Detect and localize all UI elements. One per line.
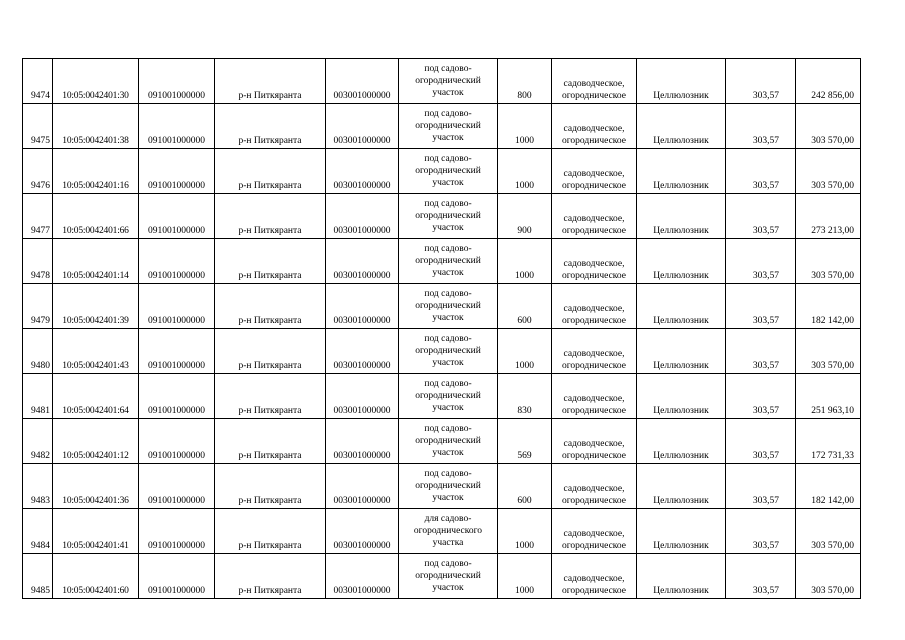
okato-code-cell: 091001000000 [139, 239, 215, 284]
permitted-use-line: участок [432, 448, 464, 458]
cadastral-number-cell: 10:05:0042401:12 [53, 419, 139, 464]
row-number-cell: 9480 [23, 329, 53, 374]
owner-cell: Целлюлозник [637, 509, 726, 554]
okato-code-cell: 091001000000 [139, 419, 215, 464]
permitted-use-line: под садово- [424, 469, 472, 479]
rate-cell: 303,57 [726, 104, 796, 149]
permitted-use-cell [399, 374, 498, 419]
owner-cell: Целлюлозник [637, 284, 726, 329]
row-number-cell: 9476 [23, 149, 53, 194]
permitted-use-cell [399, 104, 498, 149]
permitted-use-line: под садово- [424, 244, 472, 254]
permitted-use-cell [399, 329, 498, 374]
cadastral-value-cell: 172 731,33 [796, 419, 861, 464]
row-number-cell: 9485 [23, 554, 53, 599]
area-cell: 800 [498, 59, 552, 104]
table-row [23, 59, 861, 104]
okato-code-cell: 091001000000 [139, 104, 215, 149]
location-cell: р-н Питкяранта [215, 329, 326, 374]
row-number-cell: 9479 [23, 284, 53, 329]
cadastral-number-cell: 10:05:0042401:41 [53, 509, 139, 554]
permitted-use-line: участок [432, 403, 464, 413]
permitted-use-line: огороднический [415, 346, 481, 356]
permitted-use-cell [399, 509, 498, 554]
table-body [23, 59, 861, 599]
permitted-use-line: огороднический [415, 121, 481, 131]
row-number-cell: 9474 [23, 59, 53, 104]
owner-cell: Целлюлозник [637, 239, 726, 284]
okato-code-cell: 091001000000 [139, 464, 215, 509]
cadastral-value-cell: 242 856,00 [796, 59, 861, 104]
category-line: огородническое [561, 271, 627, 281]
category-line: садоводческое, [563, 169, 625, 179]
permitted-use-line: участок [432, 358, 464, 368]
cadastral-number-cell: 10:05:0042401:64 [53, 374, 139, 419]
area-cell: 1000 [498, 239, 552, 284]
owner-cell: Целлюлозник [637, 194, 726, 239]
permitted-use-line: участка [432, 538, 464, 548]
category-cell [552, 419, 637, 464]
purpose-code-cell: 003001000000 [326, 554, 399, 599]
row-number-cell: 9482 [23, 419, 53, 464]
category-line: садоводческое, [563, 349, 625, 359]
category-line: огородническое [561, 541, 627, 551]
owner-cell: Целлюлозник [637, 149, 726, 194]
land-plots-table [22, 58, 861, 599]
row-number-cell: 9484 [23, 509, 53, 554]
category-line: садоводческое, [563, 574, 625, 584]
category-line: огородническое [561, 451, 627, 461]
category-line: огородническое [561, 361, 627, 371]
permitted-use-line: участок [432, 268, 464, 278]
cadastral-number-cell: 10:05:0042401:43 [53, 329, 139, 374]
permitted-use-line: огороднический [415, 211, 481, 221]
cadastral-value-cell: 182 142,00 [796, 464, 861, 509]
area-cell: 900 [498, 194, 552, 239]
table-row [23, 194, 861, 239]
table-row [23, 239, 861, 284]
purpose-code-cell: 003001000000 [326, 194, 399, 239]
location-cell: р-н Питкяранта [215, 419, 326, 464]
okato-code-cell: 091001000000 [139, 554, 215, 599]
location-cell: р-н Питкяранта [215, 284, 326, 329]
permitted-use-cell [399, 59, 498, 104]
cadastral-number-cell: 10:05:0042401:14 [53, 239, 139, 284]
rate-cell: 303,57 [726, 374, 796, 419]
cadastral-number-cell: 10:05:0042401:16 [53, 149, 139, 194]
permitted-use-line: под садово- [424, 289, 472, 299]
permitted-use-line: под садово- [424, 64, 472, 74]
rate-cell: 303,57 [726, 239, 796, 284]
category-cell [552, 554, 637, 599]
table-row [23, 104, 861, 149]
cadastral-value-cell: 251 963,10 [796, 374, 861, 419]
permitted-use-line: огороднический [415, 301, 481, 311]
permitted-use-line: под садово- [424, 154, 472, 164]
category-line: садоводческое, [563, 304, 625, 314]
permitted-use-line: участок [432, 178, 464, 188]
rate-cell: 303,57 [726, 419, 796, 464]
location-cell: р-н Питкяранта [215, 464, 326, 509]
purpose-code-cell: 003001000000 [326, 464, 399, 509]
category-line: садоводческое, [563, 529, 625, 539]
category-cell [552, 329, 637, 374]
area-cell: 1000 [498, 149, 552, 194]
permitted-use-line: огороднического [413, 526, 483, 536]
category-line: огородническое [561, 316, 627, 326]
cadastral-value-cell: 303 570,00 [796, 329, 861, 374]
rate-cell: 303,57 [726, 509, 796, 554]
location-cell: р-н Питкяранта [215, 104, 326, 149]
permitted-use-cell [399, 239, 498, 284]
okato-code-cell: 091001000000 [139, 284, 215, 329]
table-row [23, 374, 861, 419]
owner-cell: Целлюлозник [637, 329, 726, 374]
location-cell: р-н Питкяранта [215, 239, 326, 284]
permitted-use-line: под садово- [424, 424, 472, 434]
cadastral-number-cell: 10:05:0042401:38 [53, 104, 139, 149]
owner-cell: Целлюлозник [637, 419, 726, 464]
category-line: огородническое [561, 181, 627, 191]
category-line: садоводческое, [563, 439, 625, 449]
row-number-cell: 9483 [23, 464, 53, 509]
category-line: садоводческое, [563, 259, 625, 269]
table-row [23, 419, 861, 464]
table-row [23, 329, 861, 374]
cadastral-value-cell: 303 570,00 [796, 104, 861, 149]
purpose-code-cell: 003001000000 [326, 509, 399, 554]
rate-cell: 303,57 [726, 59, 796, 104]
category-cell [552, 284, 637, 329]
permitted-use-cell [399, 149, 498, 194]
rate-cell: 303,57 [726, 194, 796, 239]
permitted-use-line: огороднический [415, 76, 481, 86]
table-row [23, 464, 861, 509]
location-cell: р-н Питкяранта [215, 149, 326, 194]
cadastral-number-cell: 10:05:0042401:39 [53, 284, 139, 329]
permitted-use-line: участок [432, 133, 464, 143]
okato-code-cell: 091001000000 [139, 374, 215, 419]
category-cell [552, 104, 637, 149]
permitted-use-cell [399, 464, 498, 509]
location-cell: р-н Питкяранта [215, 374, 326, 419]
purpose-code-cell: 003001000000 [326, 104, 399, 149]
rate-cell: 303,57 [726, 149, 796, 194]
owner-cell: Целлюлозник [637, 554, 726, 599]
cadastral-value-cell: 303 570,00 [796, 149, 861, 194]
owner-cell: Целлюлозник [637, 374, 726, 419]
area-cell: 1000 [498, 554, 552, 599]
rate-cell: 303,57 [726, 554, 796, 599]
area-cell: 1000 [498, 509, 552, 554]
category-line: садоводческое, [563, 484, 625, 494]
location-cell: р-н Питкяранта [215, 554, 326, 599]
permitted-use-line: участок [432, 493, 464, 503]
cadastral-value-cell: 182 142,00 [796, 284, 861, 329]
permitted-use-line: участок [432, 223, 464, 233]
cadastral-value-cell: 273 213,00 [796, 194, 861, 239]
permitted-use-line: под садово- [424, 199, 472, 209]
category-line: садоводческое, [563, 79, 625, 89]
area-cell: 1000 [498, 329, 552, 374]
permitted-use-line: под садово- [424, 109, 472, 119]
purpose-code-cell: 003001000000 [326, 419, 399, 464]
permitted-use-cell [399, 419, 498, 464]
category-line: садоводческое, [563, 214, 625, 224]
permitted-use-line: для садово- [424, 514, 472, 524]
category-cell [552, 59, 637, 104]
cadastral-number-cell: 10:05:0042401:36 [53, 464, 139, 509]
permitted-use-line: под садово- [424, 379, 472, 389]
location-cell: р-н Питкяранта [215, 509, 326, 554]
rate-cell: 303,57 [726, 464, 796, 509]
cadastral-value-cell: 303 570,00 [796, 509, 861, 554]
permitted-use-line: огороднический [415, 391, 481, 401]
permitted-use-line: огороднический [415, 256, 481, 266]
cadastral-number-cell: 10:05:0042401:60 [53, 554, 139, 599]
permitted-use-line: огороднический [415, 436, 481, 446]
okato-code-cell: 091001000000 [139, 59, 215, 104]
cadastral-value-cell: 303 570,00 [796, 554, 861, 599]
permitted-use-line: участок [432, 313, 464, 323]
table-row [23, 149, 861, 194]
purpose-code-cell: 003001000000 [326, 149, 399, 194]
category-line: огородническое [561, 406, 627, 416]
category-cell [552, 374, 637, 419]
owner-cell: Целлюлозник [637, 59, 726, 104]
purpose-code-cell: 003001000000 [326, 329, 399, 374]
okato-code-cell: 091001000000 [139, 509, 215, 554]
category-cell [552, 239, 637, 284]
area-cell: 1000 [498, 104, 552, 149]
permitted-use-line: участок [432, 583, 464, 593]
area-cell: 569 [498, 419, 552, 464]
category-line: огородническое [561, 496, 627, 506]
permitted-use-line: огороднический [415, 166, 481, 176]
permitted-use-line: огороднический [415, 481, 481, 491]
category-cell [552, 194, 637, 239]
table-row [23, 284, 861, 329]
rate-cell: 303,57 [726, 284, 796, 329]
owner-cell: Целлюлозник [637, 104, 726, 149]
rate-cell: 303,57 [726, 329, 796, 374]
category-line: огородническое [561, 586, 627, 596]
location-cell: р-н Питкяранта [215, 194, 326, 239]
area-cell: 600 [498, 284, 552, 329]
row-number-cell: 9481 [23, 374, 53, 419]
location-cell: р-н Питкяранта [215, 59, 326, 104]
okato-code-cell: 091001000000 [139, 329, 215, 374]
okato-code-cell: 091001000000 [139, 194, 215, 239]
category-line: огородническое [561, 226, 627, 236]
row-number-cell: 9478 [23, 239, 53, 284]
category-line: огородническое [561, 136, 627, 146]
cadastral-number-cell: 10:05:0042401:66 [53, 194, 139, 239]
owner-cell: Целлюлозник [637, 464, 726, 509]
row-number-cell: 9477 [23, 194, 53, 239]
category-cell [552, 149, 637, 194]
permitted-use-cell [399, 554, 498, 599]
cadastral-number-cell: 10:05:0042401:30 [53, 59, 139, 104]
cadastral-value-cell: 303 570,00 [796, 239, 861, 284]
purpose-code-cell: 003001000000 [326, 374, 399, 419]
area-cell: 600 [498, 464, 552, 509]
purpose-code-cell: 003001000000 [326, 239, 399, 284]
table-row [23, 509, 861, 554]
permitted-use-line: под садово- [424, 334, 472, 344]
purpose-code-cell: 003001000000 [326, 284, 399, 329]
area-cell: 830 [498, 374, 552, 419]
purpose-code-cell: 003001000000 [326, 59, 399, 104]
category-cell [552, 509, 637, 554]
permitted-use-line: участок [432, 88, 464, 98]
permitted-use-cell [399, 194, 498, 239]
permitted-use-cell [399, 284, 498, 329]
category-line: садоводческое, [563, 124, 625, 134]
permitted-use-line: огороднический [415, 571, 481, 581]
table-row [23, 554, 861, 599]
permitted-use-line: под садово- [424, 559, 472, 569]
okato-code-cell: 091001000000 [139, 149, 215, 194]
category-line: садоводческое, [563, 394, 625, 404]
category-line: огородническое [561, 91, 627, 101]
row-number-cell: 9475 [23, 104, 53, 149]
category-cell [552, 464, 637, 509]
